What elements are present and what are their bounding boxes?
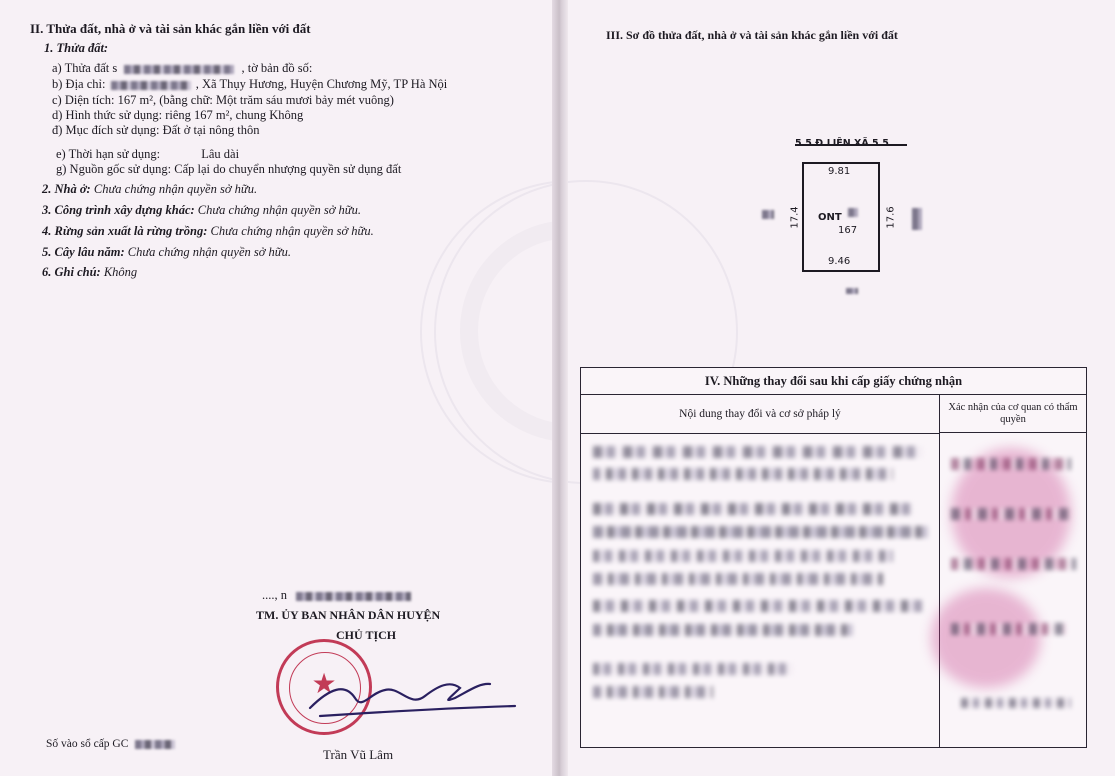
item-construction xyxy=(42,203,361,217)
item-perennial xyxy=(42,245,291,259)
land-item-a-value: , tờ bản đồ số: xyxy=(241,61,313,75)
land-type: ONT xyxy=(818,212,842,223)
col-content-header: Nội dung thay đổi và cơ sở pháp lý xyxy=(581,395,940,434)
item-construction-head: 3. Công trình xây dựng khác: xyxy=(42,203,195,217)
plot-right-edge xyxy=(878,162,880,272)
stamp-blot xyxy=(931,588,1041,688)
issuer-title: TM. ỦY BAN NHÂN DÂN HUYỆN xyxy=(256,608,441,622)
changes-table xyxy=(580,367,1087,748)
right-length: 17.6 xyxy=(885,206,897,229)
redacted-block xyxy=(111,81,191,90)
land-item-d: d) Hình thức sử dụng: riêng 167 m², chung Không xyxy=(52,108,304,122)
plot-area: 167 xyxy=(838,225,858,236)
col-confirm-header: Xác nhận của cơ quan có thẩm quyền xyxy=(940,395,1086,433)
redacted-block xyxy=(846,288,858,294)
redacted-line xyxy=(593,550,893,562)
top-length: 9.81 xyxy=(828,166,851,177)
land-plot-sketch xyxy=(770,120,930,310)
land-item-b-label: b) Địa chỉ: xyxy=(52,77,106,91)
sign-date xyxy=(262,588,411,602)
land-item-e-label: e) Thời hạn sử dụng: xyxy=(56,147,161,161)
land-item-a xyxy=(52,61,312,75)
redacted-line xyxy=(593,468,893,480)
redacted-block xyxy=(124,65,234,74)
book-spine xyxy=(552,0,568,776)
land-item-e-value: Lâu dài xyxy=(201,147,240,161)
item-forest-head: 4. Rừng sản xuất là rừng trồng: xyxy=(42,224,208,238)
item-house-head: 2. Nhà ở: xyxy=(42,182,91,196)
chair-title: CHỦ TỊCH xyxy=(336,628,397,642)
redacted-line xyxy=(593,686,713,698)
redacted-line xyxy=(593,663,793,675)
redacted-line xyxy=(593,573,883,585)
redacted-line xyxy=(951,458,1071,470)
handwritten-signature xyxy=(300,668,525,728)
redacted-block xyxy=(296,592,411,601)
plot-left-edge xyxy=(802,162,804,272)
item-construction-text: Chưa chứng nhận quyền sở hữu. xyxy=(197,203,362,217)
road-label: 5.5 Đ.LIÊN XÃ 5.5 xyxy=(795,138,889,149)
land-item-c: c) Diện tích: 167 m², (bằng chữ: Một trăm sáu mươi bảy mét vuông) xyxy=(52,93,394,107)
item-forest xyxy=(42,224,374,238)
redacted-line xyxy=(951,623,1066,635)
land-heading: 1. Thửa đất: xyxy=(44,41,109,55)
redacted-block xyxy=(762,210,774,219)
redacted-line xyxy=(961,698,1071,708)
redacted-block xyxy=(848,208,858,217)
plot-top-edge xyxy=(802,162,880,164)
item-forest-text: Chưa chứng nhận quyền sở hữu. xyxy=(210,224,374,238)
serial-label-text: Số vào sổ cấp GC xyxy=(46,738,129,750)
item-note-head: 6. Ghi chú: xyxy=(42,265,101,279)
redacted-block xyxy=(912,208,922,230)
land-item-b-value: , Xã Thụy Hương, Huyện Chương Mỹ, TP Hà Nội xyxy=(195,77,448,91)
item-house-text: Chưa chứng nhận quyền sở hữu. xyxy=(93,182,258,196)
serial-label xyxy=(46,737,175,751)
land-item-dd: đ) Mục đích sử dụng: Đất ở tại nông thôn xyxy=(52,123,260,137)
redacted-line xyxy=(593,624,853,636)
land-item-e xyxy=(56,147,239,161)
left-length: 17.4 xyxy=(789,206,801,229)
signer-name: Trần Vũ Lâm xyxy=(323,747,394,762)
item-note-text: Không xyxy=(103,265,138,279)
land-item-b xyxy=(52,77,447,91)
column-divider xyxy=(939,433,940,747)
section2-title: II. Thửa đất, nhà ở và tài sản khác gắn liền với đất xyxy=(30,21,311,36)
redacted-block xyxy=(135,740,175,749)
seal-star-icon: ★ xyxy=(311,669,337,700)
redacted-line xyxy=(593,526,928,538)
item-house xyxy=(42,182,257,196)
item-perennial-text: Chưa chứng nhận quyền sở hữu. xyxy=(127,245,292,259)
redacted-line xyxy=(951,558,1076,570)
plot-bottom-edge xyxy=(802,270,880,272)
section4-title: IV. Những thay đổi sau khi cấp giấy chứng nhận xyxy=(581,368,1086,395)
land-item-g: g) Nguồn gốc sử dụng: Cấp lại do chuyển nhượng quyền sử dụng đất xyxy=(56,162,402,176)
sign-date-text: ...., n xyxy=(262,588,287,602)
item-note xyxy=(42,265,137,279)
bottom-length: 9.46 xyxy=(828,256,851,267)
item-perennial-head: 5. Cây lâu năm: xyxy=(42,245,125,259)
section3-title: III. Sơ đồ thửa đất, nhà ở và tài sản khác gắn liền với đất xyxy=(606,28,898,42)
redacted-line xyxy=(951,508,1071,520)
redacted-line xyxy=(593,600,923,612)
redacted-line xyxy=(593,503,913,515)
land-item-a-label: a) Thửa đất s xyxy=(52,61,118,75)
redacted-line xyxy=(593,446,923,458)
